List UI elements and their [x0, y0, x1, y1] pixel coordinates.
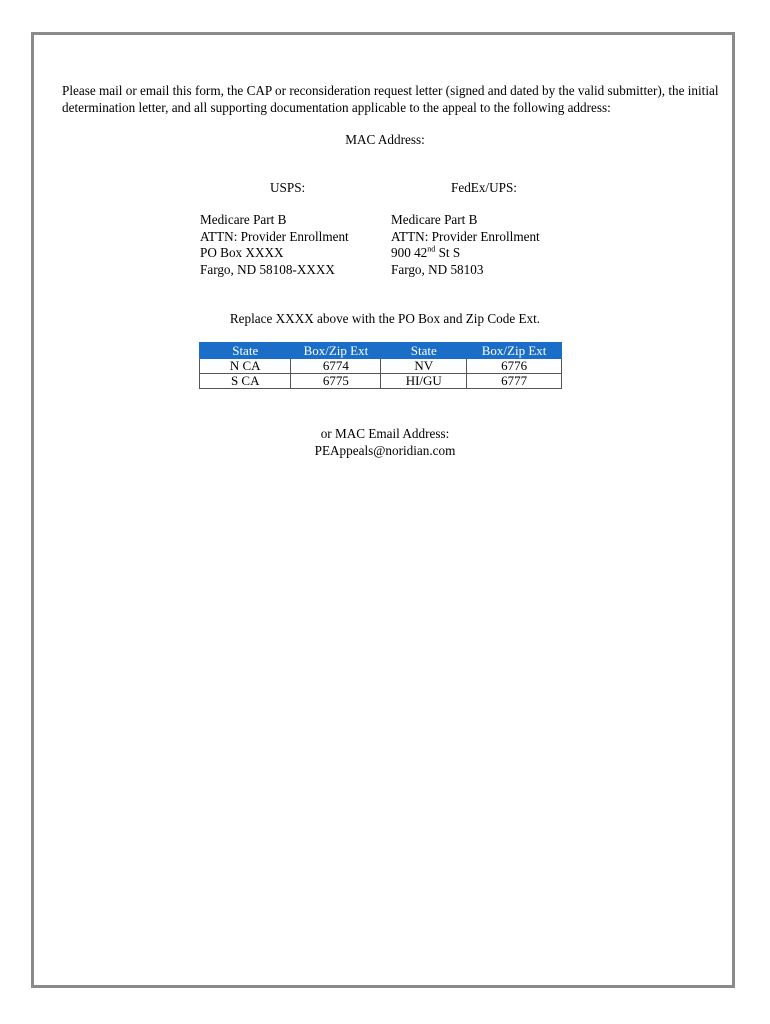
table-cell: S CA — [200, 374, 291, 389]
fedex-street-suffix: St S — [435, 245, 461, 260]
table-cell: NV — [381, 359, 467, 374]
fedex-address-block — [391, 212, 540, 278]
usps-address-block — [200, 212, 349, 278]
fedex-city-line: Fargo, ND 58103 — [391, 261, 484, 277]
table-cell: 6776 — [467, 359, 562, 374]
table-cell: 6775 — [291, 374, 381, 389]
fedex-street-sup: nd — [427, 244, 436, 254]
table-row — [200, 374, 562, 389]
table-row — [200, 359, 562, 374]
table-cell: 6774 — [291, 359, 381, 374]
fedex-address-line: ATTN: Provider Enrollment — [391, 228, 540, 244]
email-block — [0, 426, 770, 459]
table-header-cell: Box/Zip Ext — [291, 343, 381, 359]
zip-ext-table — [199, 342, 562, 389]
email-address-link[interactable]: PEAppeals@noridian.com — [314, 442, 456, 458]
usps-address-line: PO Box XXXX — [200, 245, 284, 260]
fedex-street-prefix: 900 42 — [391, 245, 428, 260]
table-cell: HI/GU — [381, 374, 467, 389]
table-cell: 6777 — [467, 374, 562, 389]
usps-address-line: Medicare Part B — [200, 212, 287, 227]
usps-address-line: Fargo, ND 58108-XXXX — [200, 261, 335, 277]
table-header-cell: Box/Zip Ext — [467, 343, 562, 359]
page-frame — [31, 32, 735, 988]
table-header-cell: State — [200, 343, 291, 359]
table-header-cell: State — [381, 343, 467, 359]
fedex-heading: FedEx/UPS: — [451, 180, 517, 195]
intro-paragraph: Please mail or email this form, the CAP or reconsideration request letter (signed and dated by the valid submitter), the initial determination letter, and all supporting documentation applicable to the appeal to the following address: — [62, 83, 719, 115]
usps-heading: USPS: — [270, 180, 306, 195]
fedex-address-line: Medicare Part B — [391, 212, 478, 227]
usps-address-line: ATTN: Provider Enrollment — [200, 228, 349, 244]
table-cell: N CA — [200, 359, 291, 374]
mac-address-label: MAC Address: — [345, 132, 425, 147]
email-label: or MAC Email Address: — [320, 426, 450, 441]
replace-note: Replace XXXX above with the PO Box and Zip Code Ext. — [229, 311, 541, 326]
table-header-row — [200, 343, 562, 359]
fedex-street-line — [391, 245, 540, 262]
